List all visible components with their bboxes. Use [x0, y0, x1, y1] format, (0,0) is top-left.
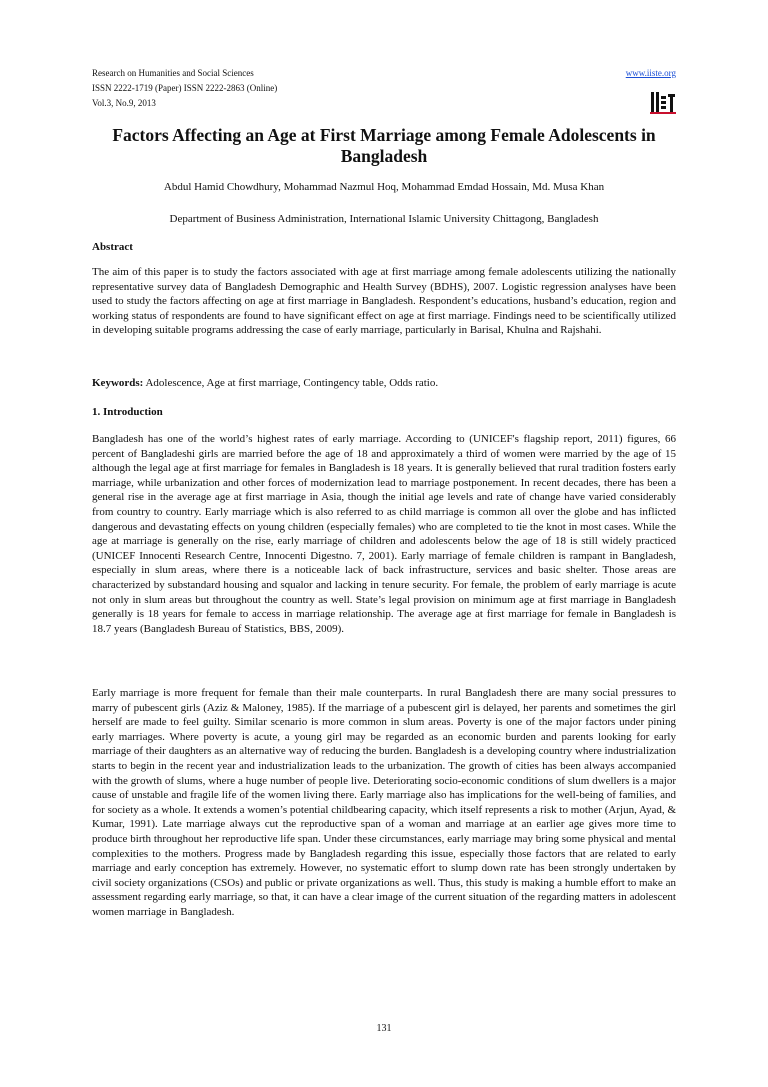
- page-number: 131: [376, 1023, 392, 1034]
- author-list: Abdul Hamid Chowdhury, Mohammad Nazmul Hoq, Mohammad Emdad Hossain, Md. Musa Khan: [163, 181, 605, 193]
- journal-header: [92, 66, 676, 111]
- author-affiliation: Department of Business Administration, International Islamic University Chittagong, Bangladesh: [169, 213, 599, 225]
- introduction-paragraph-1: Bangladesh has one of the world’s highest rates of early marriage. According to (UNICEF's flagship report, 2011) figures, 66 percent of Bangladeshi girls are married before the age of 18 and approximately a third of women were married by the age of 15 although the legal age at first marriage for females in Bangladesh is 18 years. It is generally believed that rural tradition fosters early marriage, while urbanization and other forces of modernization lead to marriage postponement. In recent decades, there has been a general rise in the average age at first marriage in Asia, though the initial age levels and rate of change have varied considerably from country to country. Early marriage which is also referred to as child marriage is common all over the globe and has inflicted dangerous and devastating effects on young children (especially females) who are completed to tie the knot in most cases. While the age at marriage is generally on the rise, early marriage of children and adolescents below the age of 18 is still widely practiced (UNICEF Innocenti Research Centre, Innocenti Digestno. 7, 2001). Early marriage of female children is rampant in Bangladesh, especially in slum areas, where there is a noticeable lack of back infrastructure, services and basic shelter. Those areas are characterized by substandard housing and squalor and lacking in tenure security. For female, the problem of early marriage is acute not only in slum areas but throughout the country as well. State’s legal provision on minimum age at first marriage in Bangladesh generally is 18 years for female to access in marriage relationship. The average age at first marriage for female in Bangladesh is 18.7 years (Bangladesh Bureau of Statistics, BBS, 2009).: [92, 433, 676, 635]
- introduction-paragraph-2: Early marriage is more frequent for female than their male counterparts. In rural Bangladesh there are many social pressures to marry of pubescent girls (Aziz & Maloney, 1985). If the marriage of a pubescent girl is delayed, her parents and sometimes the girl herself are made to feel guilty. Similar scenario is more common in slum areas. Poverty is one of the major factors under pining early marriages. Where poverty is acute, a young girl may be regarded as an economic burden and parents looking for early marriage of their daughters as an alternative way of reducing the burden. Bangladesh is a developing country where industrialization starts to begin in the recent year and industrialization leads to the urbanization. The growth of cities has been always accompanied with the growth of slums, where a huge number of people live. Deteriorating socio-economic conditions of slum dwellers is a major cause of unstable and fragile life of the women living there. Early marriage also has implications for the well-being of families, and for society as a whole. It extends a women’s potential childbearing capacity, which itself represents a risk to mother (Arjun, Ayad, & Kumar, 1991). Late marriage always cut the reproductive span of a woman and marriage at an earlier age gives more time to produce birth throughout her reproductive life span. Under these circumstances, early marriage may bring some physical and mental complexities to the mothers. Progress made by Bangladesh regarding this issue, especially those factors that are related to early marriage and early conception has extremely. However, no systematic effort to slump down rate has been strongly undertaken by civil society organizations (CSOs) and public or private organizations as well. Thus, this study is making a humble effort to make an assessment regarding early marriage, so that, it can have a clear image of the current situation of the regarding matters in adolescent women marriage in Bangladesh.: [92, 687, 676, 918]
- journal-name: Research on Humanities and Social Sciences: [92, 68, 254, 78]
- introduction-heading: 1. Introduction: [92, 406, 163, 418]
- journal-issn: ISSN 2222-1719 (Paper) ISSN 2222-2863 (Online): [92, 83, 278, 93]
- paper-title: Factors Affecting an Age at First Marriage among Female Adolescents in Bangladesh: [112, 125, 656, 166]
- iiste-logo: [650, 90, 676, 114]
- keywords-line: [92, 376, 676, 390]
- keywords-label: Keywords:: [92, 377, 144, 389]
- abstract-heading: Abstract: [92, 241, 133, 253]
- abstract-text: The aim of this paper is to study the factors associated with age at first marriage among female adolescents utilizing the nationally representative survey data of Bangladesh Demographic and Health Survey (BDHS), 2007. Logistic regression analyses have been used to study the factors affecting on age at first marriage in Bangladesh. Respondent’s educations, husband’s education, region and working status of respondents are found to have significant effect on age at first marriage. Findings need to be scientifically utilized in developing suitable programs addressing the case of early marriage, particularly in Barisal, Khulna and Rajshahi.: [92, 266, 676, 337]
- journal-url-link[interactable]: www.iiste.org: [625, 68, 676, 78]
- journal-volume: Vol.3, No.9, 2013: [92, 98, 156, 108]
- keywords-text: Adolescence, Age at first marriage, Contingency table, Odds ratio.: [143, 377, 439, 389]
